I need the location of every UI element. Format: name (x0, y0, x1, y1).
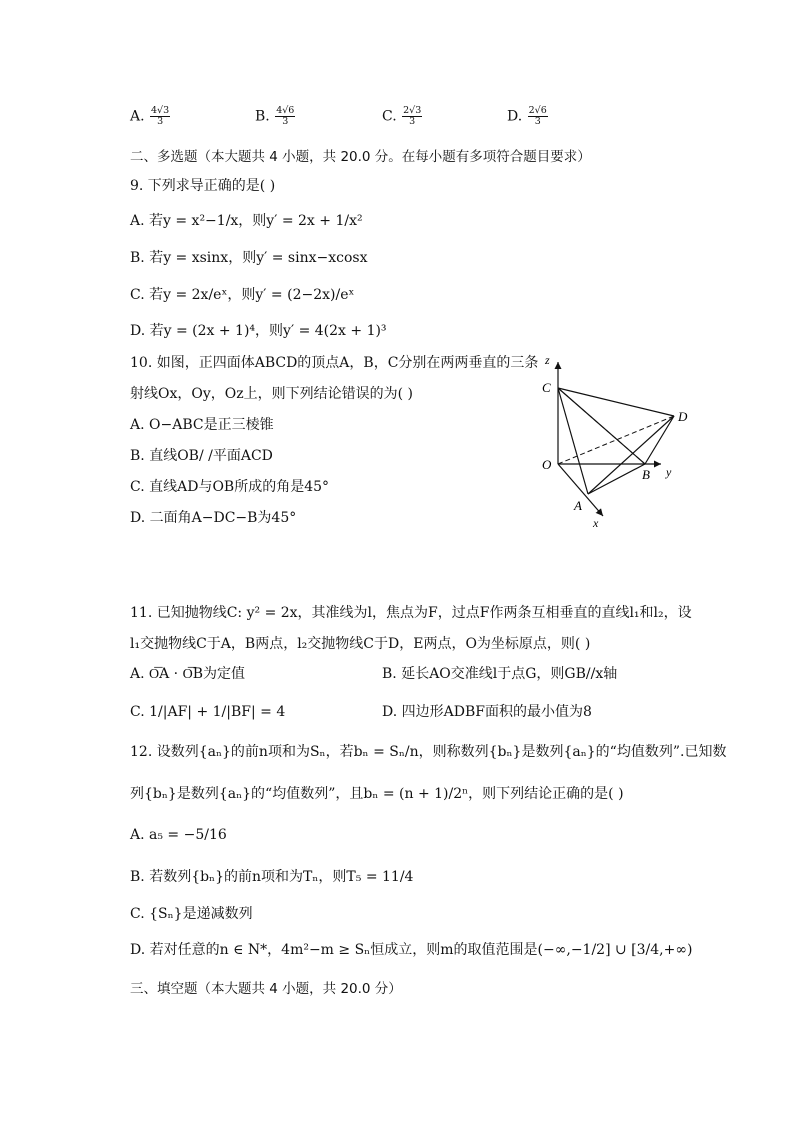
label-a: A (574, 498, 582, 513)
q10-option-b: B. 直线OB/ /平面ACD (130, 448, 273, 464)
label-b: B (642, 467, 650, 482)
q11-stem-line1: 11. 已知抛物线C: y² = 2x，其准线为l，焦点为F，过点F作两条互相垂直的直线l₁和l₂，设 (130, 605, 692, 621)
edge-ca (558, 388, 588, 494)
q11-option-c: C. 1/|AF| + 1/|BF| = 4 (130, 704, 286, 720)
section-2-title: 二、多选题（本大题共 4 小题，共 20.0 分。在每小题有多项符合题目要求） (130, 149, 591, 165)
section-3-title: 三、填空题（本大题共 4 小题，共 20.0 分） (130, 981, 402, 997)
q9-option-d: D. 若y = (2x + 1)⁴，则y′ = 4(2x + 1)³ (130, 323, 387, 339)
q10-option-d: D. 二面角A−DC−B为45° (130, 510, 297, 526)
label-d: D (678, 409, 688, 424)
q9-stem: 9. 下列求导正确的是( ) (130, 178, 276, 194)
tetrahedron-figure (528, 348, 708, 537)
q12-option-a: A. a₅ = −5/16 (130, 827, 227, 843)
q9-option-c: C. 若y = 2x/eˣ，则y′ = (2−2x)/eˣ (130, 287, 355, 303)
q11-option-d: D. 四边形ADBF面积的最小值为8 (382, 704, 592, 720)
dashed-cb (558, 388, 645, 464)
edge-ad (588, 416, 674, 494)
q9-option-b: B. 若y = xsinx，则y′ = sinx−xcosx (130, 250, 368, 266)
tetrahedron-diagram (528, 348, 708, 533)
q10-option-c: C. 直线AD与OB所成的角是45° (130, 479, 330, 495)
q10-stem-line1: 10. 如图，正四面体ABCD的顶点A，B，C分别在两两垂直的三条 (130, 355, 539, 371)
q12-option-c: C. {Sₙ}是递减数列 (130, 906, 253, 922)
q11-stem-line2: l₁交抛物线C于A，B两点，l₂交抛物线C于D，E两点，O为坐标原点，则( ) (130, 636, 591, 652)
label-o: O (542, 457, 552, 472)
q8-option-b: B. $\frac{4√6}{3}$ (255, 105, 295, 127)
q11-option-b: B. 延长AO交准线l于点G，则GB//x轴 (382, 666, 618, 682)
label-z: z (545, 353, 550, 367)
q8-option-a: A. $\frac{4√3}{3}$ (130, 105, 170, 127)
q10-option-a: A. O−ABC是正三棱锥 (130, 417, 274, 433)
q8-option-d: D. $\frac{2√6}{3}$ (507, 105, 547, 127)
q12-stem-line2: 列{bₙ}是数列{aₙ}的“均值数列”，且bₙ = (n + 1)/2ⁿ，则下列结论正确的是( ) (130, 786, 624, 802)
label-y: y (666, 465, 672, 479)
q8-option-c: C. $\frac{2√3}{3}$ (382, 105, 422, 127)
label-c: C (542, 380, 551, 395)
dashed-od (558, 416, 674, 464)
edge-bd (645, 416, 674, 464)
q11-option-a: A. O͞A · O͞B为定值 (130, 666, 245, 682)
q12-option-b: B. 若数列{bₙ}的前n项和为Tₙ，则T₅ = 11/4 (130, 869, 414, 885)
label-x: x (593, 516, 599, 530)
q12-option-d: D. 若对任意的n ∈ N*，4m²−m ≥ Sₙ恒成立，则m的取值范围是(−∞,−1/2] ∪ [3/4,+∞) (130, 942, 693, 958)
q10-stem-line2: 射线Ox，Oy，Oz上，则下列结论错误的为( ) (130, 386, 413, 402)
edge-cd (558, 388, 674, 416)
q9-option-a: A. 若y = x²−1/x，则y′ = 2x + 1/x² (130, 213, 363, 229)
q12-stem-line1: 12. 设数列{aₙ}的前n项和为Sₙ，若bₙ = Sₙ/n，则称数列{bₙ}是数列{aₙ}的“均值数列”.已知数 (130, 744, 727, 760)
